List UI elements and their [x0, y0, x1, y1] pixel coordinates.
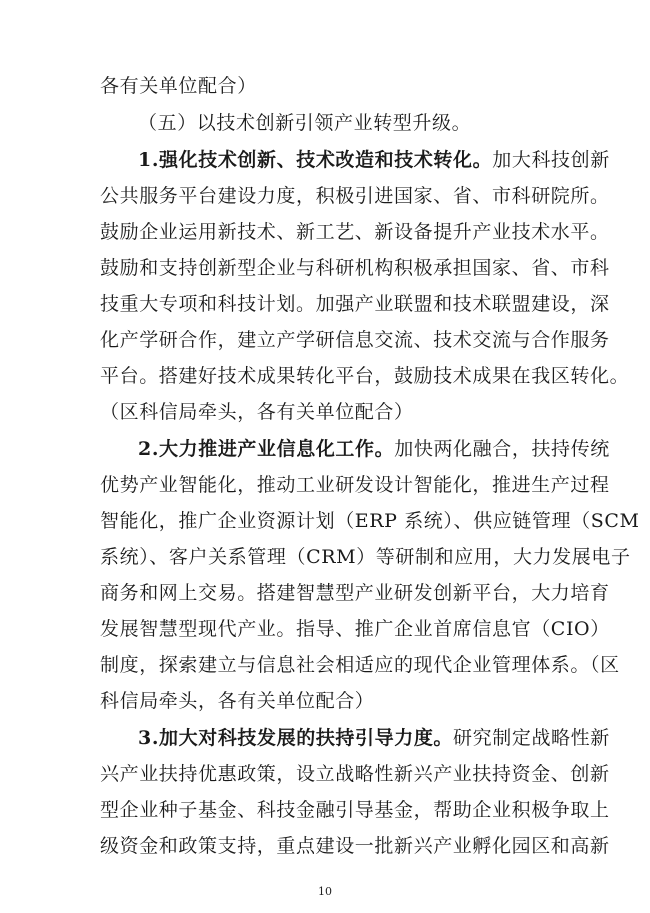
paragraph-line: 系统）、客户关系管理（CRM）等研制和应用，大力发展电子: [100, 546, 631, 568]
paragraph-line: 技重大专项和科技计划。加强产业联盟和技术联盟建设，深: [100, 293, 610, 315]
paragraph-line: 型企业种子基金、科技金融引导基金，帮助企业积极争取上: [100, 799, 610, 821]
item-text: 加大科技创新: [492, 149, 610, 171]
paragraph-line: （区科信局牵头，各有关单位配合）: [100, 401, 414, 423]
paragraph-line: 公共服务平台建设力度，积极引进国家、省、市科研院所。: [100, 185, 610, 207]
paragraph-line: 级资金和政策支持，重点建设一批新兴产业孵化园区和高新: [100, 835, 610, 857]
paragraph-line: [138, 148, 610, 172]
paragraph-line: 优势产业智能化，推动工业研发设计智能化，推进生产过程: [100, 474, 610, 496]
paragraph-line: 科信局牵头，各有关单位配合）: [100, 690, 375, 712]
page-number: 10: [318, 885, 332, 898]
item-text: 加快两化融合，扶持传统: [394, 438, 610, 460]
paragraph-line: 鼓励企业运用新技术、新工艺、新设备提升产业技术水平。: [100, 221, 610, 243]
section-heading: （五）以技术创新引领产业转型升级。: [138, 112, 472, 134]
item-heading: 2.大力推进产业信息化工作。: [138, 438, 395, 460]
paragraph-line: 兴产业扶持优惠政策，设立战略性新兴产业扶持资金、创新: [100, 763, 610, 785]
paragraph-line: 发展智慧型现代产业。指导、推广企业首席信息官（CIO）: [100, 618, 610, 640]
paragraph-line: 制度，探索建立与信息社会相适应的现代企业管理体系。（区: [100, 654, 620, 676]
paragraph-line: 化产学研合作，建立产学研信息交流、技术交流与合作服务: [100, 329, 610, 351]
paragraph-line: 鼓励和支持创新型企业与科研机构积极承担国家、省、市科: [100, 257, 610, 279]
item-text: 研究制定战略性新: [453, 727, 610, 749]
paragraph-line: 平台。搭建好技术成果转化平台，鼓励技术成果在我区转化。: [100, 365, 630, 387]
paragraph-line: 各有关单位配合）: [100, 75, 257, 97]
item-heading: 1.强化技术创新、技术改造和技术转化。: [138, 149, 493, 171]
paragraph-line: [138, 437, 610, 461]
paragraph-line: [138, 726, 610, 750]
item-heading: 3.加大对科技发展的扶持引导力度。: [138, 727, 454, 749]
paragraph-line: 智能化，推广企业资源计划（ERP 系统）、供应链管理（SCM: [100, 510, 640, 532]
paragraph-line: 商务和网上交易。搭建智慧型产业研发创新平台，大力培育: [100, 582, 610, 604]
